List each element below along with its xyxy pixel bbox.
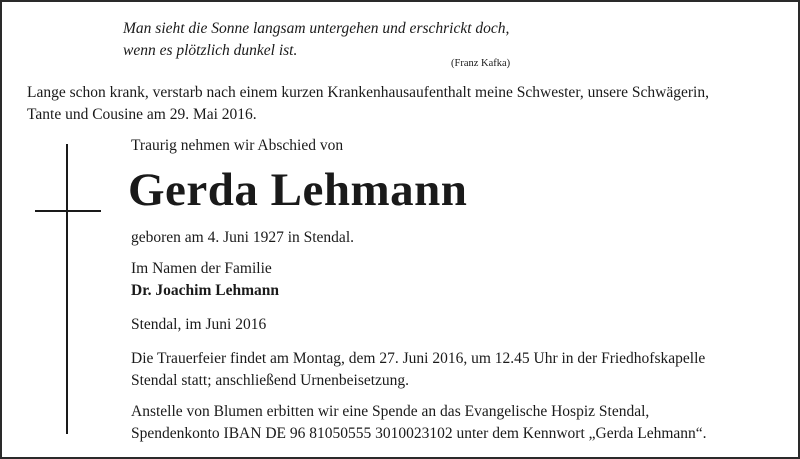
family-label: Im Namen der Familie: [131, 260, 272, 277]
ceremony-info: [131, 348, 705, 392]
ceremony-line-1: Die Trauerfeier findet am Montag, dem 27. Juni 2016, um 12.45 Uhr in der Friedhofskapelle: [131, 350, 706, 367]
ceremony-line-2: Stendal statt; anschließend Urnenbeisetzung.: [131, 372, 410, 389]
donation-line-2: Spendenkonto IBAN DE 96 81050555 3010023102 unter dem Kennwort „Gerda Lehmann“.: [131, 425, 707, 442]
quote-line-2: wenn es plötzlich dunkel ist.: [123, 42, 298, 59]
intro-line-1: Lange schon krank, verstarb nach einem kurzen Krankenhausaufenthalt meine Schwester, unsere Schwägerin,: [27, 84, 709, 101]
signer-name: Dr. Joachim Lehmann: [131, 282, 279, 299]
farewell-lead: Traurig nehmen wir Abschied von: [131, 137, 344, 154]
donation-line-1: Anstelle von Blumen erbitten wir eine Spende an das Evangelische Hospiz Stendal,: [131, 403, 650, 420]
donation-info: [131, 401, 707, 445]
intro-line-2: Tante und Cousine am 29. Mai 2016.: [27, 106, 257, 123]
cross-vertical-bar: [66, 144, 68, 434]
deceased-name: Gerda Lehmann: [128, 164, 468, 216]
quote-line-1: Man sieht die Sonne langsam untergehen und erschrickt doch,: [123, 20, 510, 37]
birth-info: geboren am 4. Juni 1927 in Stendal.: [131, 229, 354, 246]
family-signature: [131, 258, 279, 302]
quote-source: (Franz Kafka): [451, 58, 511, 69]
place-date: Stendal, im Juni 2016: [131, 316, 267, 333]
cross-horizontal-bar: [35, 210, 101, 212]
kafka-quote: [123, 18, 683, 62]
intro-text: [27, 82, 797, 126]
